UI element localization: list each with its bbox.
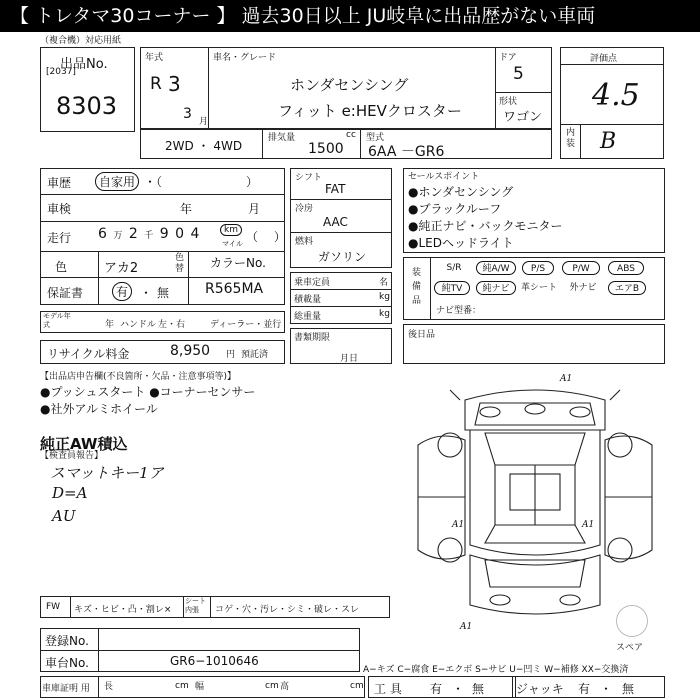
weight-unit: kg [379,309,390,319]
score-value: 4.5 [592,78,640,113]
load-unit: kg [379,292,390,302]
garage-width-label: 幅 [195,682,205,692]
eq-alloy: 純A/W [476,261,516,275]
history-label: 車歴 [47,176,72,190]
recycle-value: 8,950 [170,343,211,359]
mileage-unit-mile: マイル [222,240,243,248]
ac-value: AAC [323,215,348,229]
inspector-line-3: AU [52,507,76,525]
exhibitor-note-1: ●プッシュスタート ●コーナーセンサー [40,385,256,399]
doors-value: 5 [513,64,524,84]
recycle-note: 預託済 [241,350,269,360]
deadline-label: 書類期限 [294,333,331,343]
color-value: アカ2 [104,261,139,276]
fuel-label: 燃料 [295,237,314,247]
sales-points-label: セールスポイント [408,172,480,182]
tools-has: 有 [430,682,443,696]
name-line1: ホンダセンシング [290,76,409,94]
registration-label: 登録No. [45,634,89,648]
mileage-unit-km: km [220,224,242,236]
chassis-value: GR6−1010646 [170,654,259,668]
fuel-value: ガソリン [318,250,367,264]
jack-has: 有 [578,682,591,696]
colorno-label: カラーNo. [210,256,266,270]
inspection-month-unit: 月 [248,202,261,216]
sales-point-4: ●LEDヘッドライト [408,236,514,250]
banner: 【 トレタマ30コーナー 】 過去30日以上 JU岐阜に出品歴がない車両 [0,0,700,32]
car-diagram [410,375,660,630]
legend-exterior: キズ・ヒビ・凸・割レ× [74,605,172,615]
capacity-label: 乗車定員 [294,278,331,288]
year-value: 3 [168,72,181,96]
shift-label: シフト [295,173,323,183]
equipment-label: 装備品 [412,268,422,306]
navi-model-label: ナビ型番： [436,306,482,316]
lot-stamp: [2037] [46,67,76,77]
lot-label: 出品No. [60,57,108,72]
handle-label: ハンドル [120,320,157,330]
tools-label: 工 具 [374,682,402,696]
garage-length-unit: cm [175,681,189,691]
inspector-line-2: D=A [52,484,88,502]
year-era: R [150,74,162,94]
handle-value: 左・右 [158,320,186,330]
displacement-unit: cc [346,130,356,140]
score-label: 評価点 [590,54,618,64]
displacement-value: 1500 [308,141,344,157]
model-value: 6AA －GR6 [368,144,445,160]
recycle-unit: 円 [226,350,236,360]
drive-type: 2WD ・ 4WD [165,139,243,153]
warranty-has: 有 [112,282,132,301]
inspector-sub: 【検査員報告】 [40,451,104,461]
capacity-unit: 名 [379,278,389,288]
doors-label: ドア [499,53,517,63]
displacement-label: 排気量 [268,133,296,143]
sales-point-3: ●純正ナビ・バックモニター [408,219,563,233]
load-label: 積載量 [294,295,322,305]
mark-a1-left: A1 [452,520,465,530]
eq-leather: 革シート [520,283,557,293]
year-month: 3 [183,106,192,122]
jack-none: 無 [622,682,635,696]
garage-length-label: 長 [104,682,114,692]
spare-tire-icon [616,605,648,637]
eq-abs: ABS [608,261,644,275]
eq-tv: 純TV [434,281,470,295]
mark-a1-top: A1 [560,374,573,384]
model-label: 型式 [366,133,385,143]
model-year-label: モデル年式 [43,312,71,329]
weight-label: 総重量 [294,312,322,322]
sales-point-2: ●ブラックルーフ [408,202,502,216]
exhibitor-note-2: ●社外アルミホイール [40,402,158,416]
garage-width-unit: cm [265,681,279,691]
mileage-digits: 6 万 2 千 9 0 4 [98,226,201,242]
warranty-label: 保証書 [47,286,84,300]
garage-label: 車庫証明 用 [42,684,90,694]
eq-sr: S/R [446,263,462,273]
year-month-unit: 月 [199,117,209,127]
color-label: 色 [55,260,68,274]
dealer-value: ディーラー・並行 [210,320,282,330]
jack-label: ジャッキ [516,682,564,696]
name-line2: フィット e:HEVクロスター [278,102,462,120]
deadline-unit: 月日 [340,354,359,364]
subheader: （複合機）対応用紙 [40,36,122,46]
eq-airbag: エアB [608,281,646,295]
interior-value: B [600,129,617,154]
tools-none: 無 [472,682,485,696]
after-sale-label: 後日品 [408,330,436,340]
spare-label: スペア [616,643,644,653]
recycle-label: リサイクル料金 [47,347,130,361]
mark-a1-right: A1 [582,520,595,530]
legend-fw: FW [46,602,61,612]
history-rest: ・（ ） [144,175,259,189]
chassis-label: 車台No. [45,656,89,670]
eq-ps: P/S [522,261,554,275]
mileage-label: 走行 [47,231,72,245]
history-value: 自家用 [95,172,139,191]
legend-interior: コゲ・穴・汚レ・シミ・破レ・スレ [215,605,360,615]
warranty-sep: ・ [140,286,153,300]
eq-pw: P/W [562,261,600,275]
year-label: 年式 [145,53,164,63]
legend-seat: シート内張 [185,597,206,614]
inspector-line-1: スマットキー1ア [50,464,164,482]
mark-a1-bottom: A1 [460,622,473,632]
inspection-label: 車検 [47,202,72,216]
color-trim-label: 色替 [175,253,185,274]
shape-value: ワゴン [503,110,543,125]
eq-ext-navi: 外ナビ [569,283,597,293]
eq-navi: 純ナビ [476,281,516,295]
inspection-year-unit: 年 [180,202,193,216]
ac-label: 冷房 [295,204,314,214]
colorno-value: R565MA [205,281,264,297]
warranty-none: 無 [157,286,170,300]
inspector-header: 純正AW積込 [40,435,128,453]
garage-height-label: 高 [280,682,290,692]
lot-number: 8303 [56,92,118,120]
damage-codes: A−キズ C−腐食 E−エクボ S−サビ U−凹ミ W−補修 XX−交換済 [363,665,629,675]
garage-height-unit: cm [350,681,364,691]
shift-value: FAT [325,182,346,196]
model-year-unit: 年 [105,320,115,330]
interior-label: 内装 [566,128,576,149]
shape-label: 形状 [499,97,518,107]
name-label: 車名・グレード [213,53,277,63]
sales-point-1: ●ホンダセンシング [408,185,514,199]
exhibitor-header: 【出品店申告欄(不良箇所・欠品・注意事項等)】 [40,372,237,382]
